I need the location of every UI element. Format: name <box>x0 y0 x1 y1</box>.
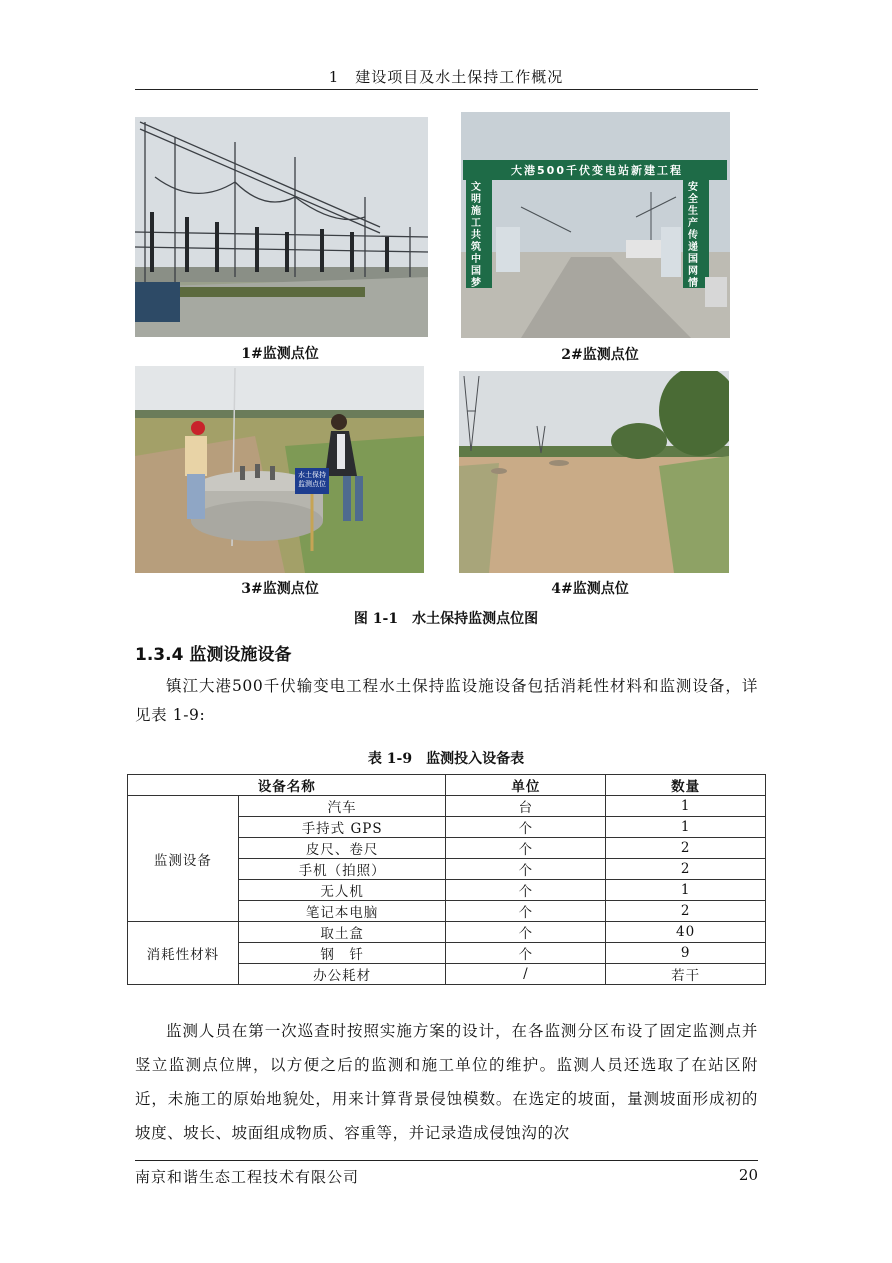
cell-qty: 2 <box>606 838 766 859</box>
equipment-table <box>127 774 766 985</box>
cell-unit: 个 <box>446 901 606 922</box>
header-unit: 单位 <box>446 775 606 796</box>
cell-qty: 9 <box>606 943 766 964</box>
cell-unit: 个 <box>446 880 606 901</box>
table-title: 表 1-9 监测投入设备表 <box>367 751 525 767</box>
header-rule <box>135 89 758 90</box>
page-header: 1 建设项目及水土保持工作概况 <box>328 68 564 86</box>
header-quantity: 数量 <box>606 775 766 796</box>
cell-qty: 40 <box>606 922 766 943</box>
substation-photo <box>135 117 428 337</box>
photo-caption-4: 4#监测点位 <box>551 581 629 597</box>
cell-name: 钢 钎 <box>238 943 446 964</box>
header-equipment-name: 设备名称 <box>128 775 446 796</box>
bare-field-photo <box>459 371 729 573</box>
table-header-row <box>128 775 766 796</box>
cell-qty: 若干 <box>606 964 766 985</box>
table-row <box>128 922 766 943</box>
photo-monitoring-point-2 <box>461 112 730 338</box>
cell-name: 汽车 <box>238 796 446 817</box>
cell-qty: 1 <box>606 880 766 901</box>
cell-qty: 2 <box>606 901 766 922</box>
cell-name: 皮尺、卷尺 <box>238 838 446 859</box>
photo-caption-2: 2#监测点位 <box>561 347 639 363</box>
cell-unit: 台 <box>446 796 606 817</box>
cell-unit: 个 <box>446 922 606 943</box>
group-label: 消耗性材料 <box>128 922 239 985</box>
body-paragraph: 监测人员在第一次巡查时按照实施方案的设计，在各监测分区布设了固定监测点并竖立监测点位牌，以方便之后的监测和施工单位的维护。监测人员还选取了在站区附近，未施工的原始地貌处，用来计算背景侵蚀模数。在选定的坡面，量测坡面形成初的坡度、坡长、坡面组成物质、容重等，并记录造成侵蚀沟的次 <box>135 1022 758 1142</box>
footer-company: 南京和谐生态工程技术有限公司 <box>135 1168 360 1186</box>
photo-monitoring-point-4 <box>459 371 729 573</box>
cell-unit: 个 <box>446 943 606 964</box>
photo-monitoring-point-3 <box>135 366 424 573</box>
cell-unit: / <box>446 964 606 985</box>
footer-rule <box>135 1160 758 1161</box>
cell-name: 无人机 <box>238 880 446 901</box>
cell-name: 笔记本电脑 <box>238 901 446 922</box>
cell-name: 手持式 GPS <box>238 817 446 838</box>
cell-name: 手机（拍照） <box>238 859 446 880</box>
table-row <box>128 796 766 817</box>
page-number: 20 <box>738 1166 758 1184</box>
cell-unit: 个 <box>446 838 606 859</box>
photo-caption-3: 3#监测点位 <box>241 581 319 597</box>
cell-name: 取土盒 <box>238 922 446 943</box>
cell-qty: 1 <box>606 817 766 838</box>
monitoring-sign-board: 水土保持监测点位 <box>298 471 326 488</box>
cell-qty: 1 <box>606 796 766 817</box>
cell-name: 办公耗材 <box>238 964 446 985</box>
gate-sign-left: 文明施工共筑中国梦 <box>471 182 481 289</box>
cell-unit: 个 <box>446 859 606 880</box>
field-photo-with-people <box>135 366 424 573</box>
gate-sign-right: 安全生产传递国网情 <box>688 182 698 289</box>
section-heading: 1.3.4 监测设施设备 <box>135 645 292 665</box>
figure-caption: 图 1-1 水土保持监测点位图 <box>353 611 539 627</box>
gate-sign-top: 大港500千伏变电站新建工程 <box>511 164 683 177</box>
cell-unit: 个 <box>446 817 606 838</box>
intro-paragraph: 镇江大港500千伏输变电工程水土保持监设施设备包括消耗性材料和监测设备，详见表 1-9: <box>135 677 758 724</box>
group-label: 监测设备 <box>128 796 239 922</box>
photo-caption-1: 1#监测点位 <box>241 346 319 362</box>
photo-monitoring-point-1 <box>135 117 428 337</box>
cell-qty: 2 <box>606 859 766 880</box>
